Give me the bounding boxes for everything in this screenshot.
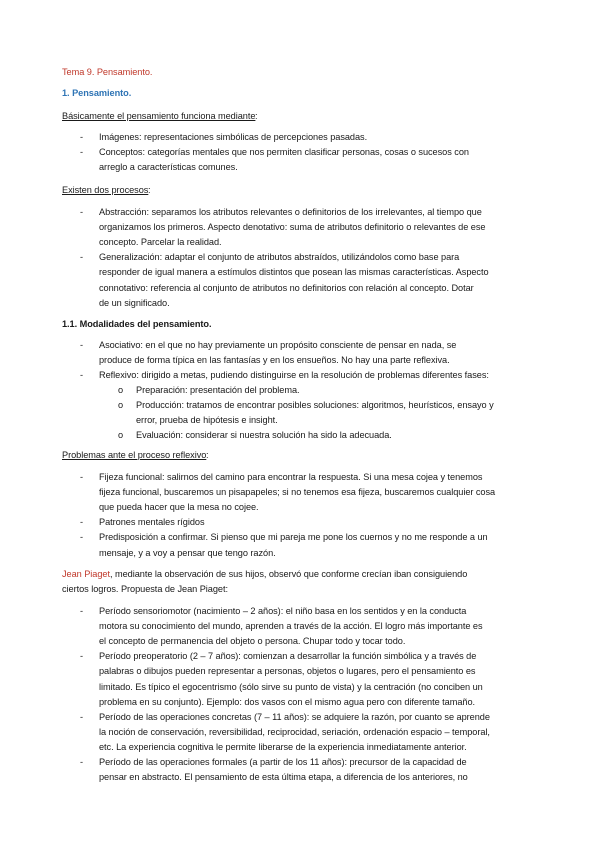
procesos-item-bullet: - — [80, 252, 84, 263]
procesos-item-text: de un significado. — [99, 297, 170, 308]
problema-item-text: mensaje, y a voy a pensar que tengo razón. — [99, 547, 276, 558]
problema-item-text: que pueda hacer que la mesa no cojee. — [99, 502, 259, 513]
procesos-heading-colon: : — [148, 185, 151, 195]
intro-item-text: Imágenes: representaciones simbólicas de percepciones pasadas. — [99, 132, 368, 142]
modalidad-item-text: Reflexivo: dirigido a metas, pudiendo distinguirse en la resolución de problemas diferentes fases: — [99, 370, 489, 381]
fase-item-text: Evaluación: considerar si nuestra solución ha sido la adecuada. — [136, 430, 392, 441]
intro-item-bullet: - — [80, 147, 84, 158]
piaget-period-item-text: motora su conocimiento del mundo, aprenden a través de la acción. El logro más importante es — [99, 621, 483, 632]
problema-item-text: Fijeza funcional: salirnos del camino para encontrar la respuesta. Si una mesa cojea y tenemos — [99, 472, 483, 482]
piaget-period-item-text: limitado. Es típico el egocentrismo (sólo sirve su punto de vista) y la centración (no conciben un — [99, 681, 483, 692]
problema-item-bullet: - — [80, 472, 84, 482]
piaget-period-item-text: Período de las operaciones concretas (7 – 11 años): se adquiere la razón, por cuanto se aprende — [99, 711, 490, 722]
piaget-period-item-text: Período de las operaciones formales (a partir de los 11 años): precursor de la capacidad de — [99, 757, 467, 767]
procesos-item-text: concepto. Parcelar la realidad. — [99, 237, 222, 248]
piaget-period-item-bullet: - — [80, 711, 84, 722]
piaget-period-item-text: problema en su conjunto). Ejemplo: dos vasos con el mismo agua pero con diferente tamaño. — [99, 696, 476, 707]
piaget-period-item-text: etc. La experiencia cognitiva le permite liberarse de la experiencia inmediatamente anterior. — [99, 741, 467, 752]
subsection-heading: 1.1. Modalidades del pensamiento. — [62, 319, 212, 329]
intro-item-text: arreglo a características comunes. — [99, 162, 238, 173]
problemas-heading: Problemas ante el proceso reflexivo — [62, 450, 207, 460]
document-title: Tema 9. Pensamiento. — [62, 67, 153, 77]
intro-item-text: Conceptos: categorías mentales que nos permiten clasificar personas, cosas o sucesos con — [99, 147, 469, 158]
piaget-period-item-text: pensar en abstracto. El pensamiento de esta última etapa, a diferencia de los anteriores, no — [99, 772, 468, 783]
piaget-intro: , mediante la observación de sus hijos, observó que conforme crecían iban consiguiendo — [110, 569, 468, 579]
problema-item-bullet: - — [80, 532, 84, 543]
piaget-period-item-bullet: - — [80, 651, 84, 662]
modalidad-item-bullet: - — [80, 370, 84, 381]
piaget-period-item-bullet: - — [80, 757, 84, 767]
piaget-period-item-text: palabras o dibujos pueden representar a personas, objetos o lugares, pero el pensamiento es — [99, 666, 476, 677]
piaget-intro-line2: ciertos logros. Propuesta de Jean Piaget: — [62, 584, 228, 594]
modalidad-item-text: produce de forma típica en las fantasías y en los ensueños. No hay una parte reflexiva. — [99, 355, 450, 366]
problema-item-text: fijeza funcional, buscaremos un pisapapeles; si no tenemos esa fijeza, buscaremos cualquier cosa — [99, 487, 496, 498]
intro-item-bullet: - — [80, 132, 84, 142]
problema-item-text: Predisposición a confirmar. Si pienso que mi pareja me pone los cuernos y no me responde a un — [99, 532, 488, 543]
problema-item-text: Patrones mentales rígidos — [99, 517, 205, 528]
section-heading: 1. Pensamiento. — [62, 88, 132, 98]
procesos-item-bullet: - — [80, 207, 84, 217]
modalidad-item-text: Asociativo: en el que no hay previamente un propósito consciente de pensar en nada, se — [99, 340, 457, 350]
procesos-item-text: organizamos los primeros. Aspecto denotativo: suma de atributos definitorio o relevantes de ese — [99, 222, 486, 233]
procesos-item-text: Generalización: adaptar el conjunto de atributos abstraídos, utilizándolos como base para — [99, 252, 460, 263]
modalidad-item-bullet: - — [80, 340, 84, 350]
piaget-period-item-text: el concepto de permanencia del objeto o persona. Chupar todo y tocar todo. — [99, 636, 406, 647]
intro-heading-colon: : — [255, 111, 258, 121]
problema-item-bullet: - — [80, 517, 84, 528]
piaget-period-item-text: Período preoperatorio (2 – 7 años): comienzan a desarrollar la función simbólica y a través de — [99, 651, 477, 662]
piaget-period-item-text: Período sensoriomotor (nacimiento – 2 años): el niño basa en los sentidos y en la conducta — [99, 606, 467, 616]
procesos-item-text: connotativo: referencia al conjunto de atributos no definitorios con relación al concepto. Dotar — [99, 282, 474, 293]
procesos-item-text: Abstracción: separamos los atributos relevantes o definitorios de los irrelevantes, al tiempo que — [99, 207, 482, 217]
fase-item-text: Preparación: presentación del problema. — [136, 385, 300, 395]
fase-item-bullet: o — [118, 385, 124, 395]
procesos-item-text: responder de igual manera a estímulos distintos que posean las mismas características. Aspecto — [99, 267, 489, 278]
intro-heading: Básicamente el pensamiento funciona mediante — [62, 111, 256, 121]
piaget-period-item-bullet: - — [80, 606, 84, 616]
piaget-name: Jean Piaget — [62, 569, 110, 579]
fase-item-bullet: o — [118, 430, 124, 441]
problemas-heading-colon: : — [206, 450, 209, 460]
fase-item-bullet: o — [118, 400, 124, 411]
fase-item-text: Producción: tratamos de encontrar posibles soluciones: algoritmos, heurísticos, ensayo y — [136, 400, 494, 411]
piaget-period-item-text: la noción de conservación, reversibilidad, reciprocidad, seriación, ordenación espacio – temporal, — [99, 726, 490, 737]
fase-item-text: error, prueba de hipótesis e insight. — [136, 415, 278, 426]
procesos-heading: Existen dos procesos — [62, 185, 149, 195]
